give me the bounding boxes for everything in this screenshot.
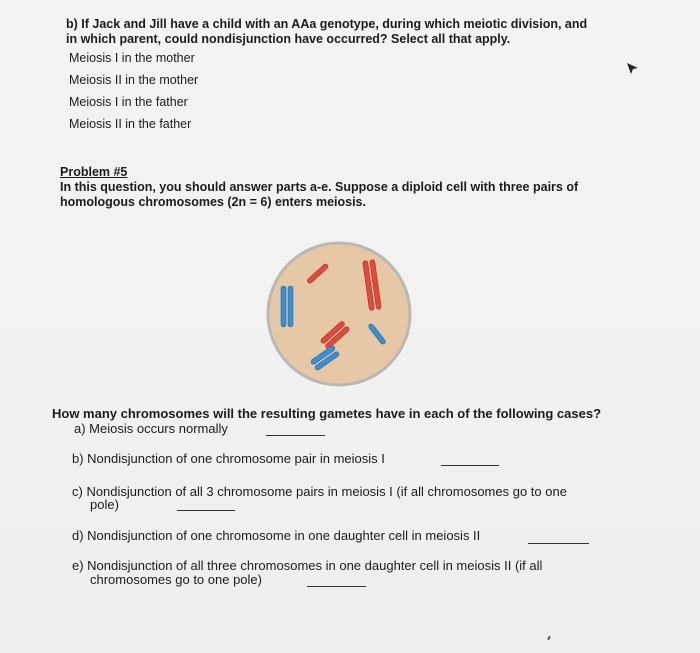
question-b-line2: in which parent, could nondisjunction have occurred? Select all that apply.	[66, 32, 511, 46]
questions-heading: How many chromosomes will the resulting gametes have in each of the following cases?	[52, 406, 602, 421]
answer-blank-b[interactable]	[441, 465, 499, 466]
mouse-cursor-icon	[626, 62, 640, 76]
option-meiosis1-mother[interactable]: Meiosis I in the mother	[69, 51, 195, 65]
option-meiosis2-mother[interactable]: Meiosis II in the mother	[69, 73, 199, 87]
question-e-line1: e) Nondisjunction of all three chromosomes in one daughter cell in meiosis II (if all	[72, 558, 543, 573]
question-a: a) Meiosis occurs normally	[74, 421, 228, 436]
option-meiosis1-father[interactable]: Meiosis I in the father	[69, 95, 188, 109]
answer-blank-e[interactable]	[307, 586, 366, 587]
question-b-nondisjunction: b) Nondisjunction of one chromosome pair in meiosis I	[72, 451, 385, 466]
answer-blank-d[interactable]	[528, 543, 589, 544]
question-d: d) Nondisjunction of one chromosome in one daughter cell in meiosis II	[72, 528, 481, 543]
pen-mark	[547, 636, 551, 640]
question-c-line1: c) Nondisjunction of all 3 chromosome pairs in meiosis I (if all chromosomes go to one	[72, 484, 567, 499]
cell-diagram	[258, 237, 420, 391]
problem-intro-line2: homologous chromosomes (2n = 6) enters meiosis.	[60, 195, 366, 209]
question-e-line2: chromosomes go to one pole)	[90, 572, 262, 587]
problem-title: Problem #5	[60, 165, 128, 179]
answer-blank-c[interactable]	[177, 510, 235, 511]
question-c-line2: pole)	[90, 497, 119, 512]
question-b-line1: b) If Jack and Jill have a child with an AAa genotype, during which meiotic division, and	[66, 17, 588, 31]
option-meiosis2-father[interactable]: Meiosis II in the father	[69, 117, 192, 131]
problem-intro-line1: In this question, you should answer parts a-e. Suppose a diploid cell with three pairs of	[60, 180, 579, 194]
answer-blank-a[interactable]	[266, 435, 325, 436]
